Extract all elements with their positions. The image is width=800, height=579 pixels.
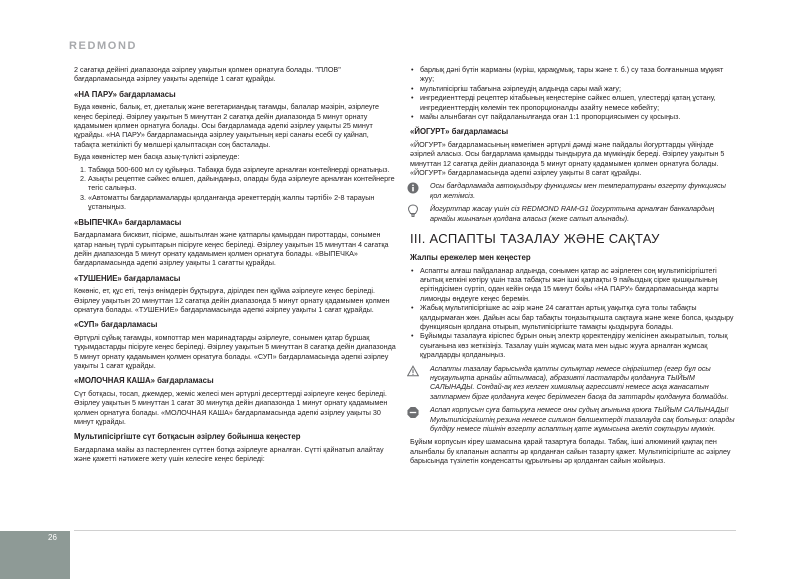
yogurt-text: «ЙОГУРТ» бағдарламасының көмегімен әртүрлі дәмді және пайдалы йогурттарды үйіңізде әзірлей аласыз. Осы бағдарлама қамырды тындыруға да мүмкіндік береді. Әзірлеу уақытын 5 минуттан 12 сағатқа дейін диапазонда 5 минут орнату қадамымен қолмен орнатуға болады. «ЙОГУРТ» бағдарламасында әдепкі әзірлеу уақыты 8 сағат құрайды.	[410, 139, 725, 178]
footer-divider	[74, 530, 736, 531]
info-note	[410, 181, 736, 200]
stop-icon	[407, 406, 419, 418]
vypechka-text: Бағдарламаға бисквит, пісірме, ашытылған және қатпарлы қамырдан пироттарды, сонымен қатар наның түрлі сурыптарын пісіруге кеңес беріледі. Әзірлеу уақытын 15 минуттан 4 сағатқа дейін диапазонда 5 минут орнату қадамымен қолмен орнатуға болады. «ВЫПЕЧКА» бағдарламасында әдепкі әзірлеу уақыты 1 сағатты құрайды.	[74, 230, 389, 268]
general-rules-heading: Жалпы ережелер мен кеңестер	[410, 253, 531, 263]
page-number-tab	[0, 531, 70, 579]
info-icon	[407, 182, 419, 194]
tip-note-text: Йогурттар жасау үшін сіз REDMOND RAM-G1 йогурттына арналған банкалардың арнайы жиынағын қолдана аласыз (жеке сатып алынады).	[430, 204, 715, 223]
left-column	[74, 65, 396, 467]
info-note-text: Осы бағдарламада автоқыздыру функциясы мен температураны өзгерту функциясы қол жетімсіз.	[430, 181, 726, 200]
tip-note	[410, 204, 736, 223]
list-item: • барлық дәні бүтін жарманы (күріш, қарақұмық, тары және т. б.) су таза болғанынша мұқият жуу;	[420, 65, 736, 84]
warning-note	[410, 364, 736, 402]
brand-logo: REDMOND	[69, 40, 138, 52]
stop-note-text: Аспап корпусын суға батыруға немесе оны судың ағынына қоюға ТЫЙЫМ САЛЫНАДЫ! Мультипісіргіштің резина немесе силикон бөлшектерді тазалауда сақ болыңыз: оларды бүлдіру немесе пішінін өзгерту аспаптың қате жұмысына әкеліп соқтыруы мүмкін.	[430, 405, 735, 433]
na-paru-steps-intro: Буда көкөністер мен басқа азық-түлікті әзірлеуде:	[74, 152, 240, 162]
cleaning-rules-list	[410, 266, 736, 360]
milk-porridge-tips-heading: Мультипісіргіште сүт ботқасын әзірлеу бойынша кеңестер	[74, 432, 301, 442]
page-number: 26	[48, 533, 57, 542]
cleaning-section-title: III. АСПАПТЫ ТАЗАЛАУ ЖӘНЕ САҚТАУ	[410, 231, 660, 247]
molochnaya-kasha-text: Сүт ботқасы, тосап, джемдер, жеміс желесі мен әртүрлі десерттерді әзірлеуге кеңес беріледі. Әзірлеу уақытын 5 минуттан 1 сағат 30 минутқа дейін диапазонда 1 минут орнату қадамымен қолмен орнатуға болады. «МОЛОЧНАЯ КАША» бағдарламасында әдепкі әзірлеу уақыты 30 минут құрайды.	[74, 388, 388, 426]
tushenie-heading: «ТУШЕНИЕ» бағдарламасы	[74, 273, 181, 283]
list-item: 2. Азықты рецептке сәйкес өлшеп, дайындаңыз, оларды буда әзірлеуге арналған контейнерге тегіс салыңыз.	[88, 174, 396, 193]
warning-icon	[407, 365, 419, 377]
list-item: • Жабық мультипісіргішке ас әзір және 24 сағаттан артық уақытқа суға толы табақты қалдырмаған жөн. Дайын асы бар табақты тоңазытқышта сақтауға және жеке болса, қыздыру функциясын қолдана отырып, мультипісіргіште тамақты қыздыруға болады.	[420, 303, 736, 331]
sup-heading: «СУП» бағдарламасы	[74, 320, 158, 330]
tushenie-text: Көкөніс, ет, құс еті, теңіз өнімдерін бұқтыруға, дірілдек пен құйма әзірлеуге кеңес беріледі. Әзірлеу уақытын 20 минуттан 12 сағатқа дейін диапазонда 5 минут орнату қадамымен қолмен орнатуға болады. «ТУШЕНИЕ» бағдарламасында әдепкі әзірлеу уақыты 1 сағат құрайды.	[74, 286, 390, 314]
stop-note	[410, 405, 736, 433]
list-item: 3. «Автоматты бағдарламаларды қолданғанда әрекеттердің жалпы тәртібі» 2-8 тарауын ұстаныңыз.	[88, 193, 396, 212]
list-item: • Аспапты алғаш пайдаланар алдында, сонымен қатар ас әзірлеген соң мультипісіргіштегі ағытық кепкіні көтіру үшін таза табақты жән ішкі қақпақты 9 пайыздық сірке қышқылының ерітіндісімен сүртіп, одан кейін онда 15 минут бойы «НА ПАРУ» бағдарламасында жарты лимонды өңдеуге кеңес беремін.	[420, 266, 736, 304]
molochnaya-kasha-heading: «МОЛОЧНАЯ КАША» бағдарламасы	[74, 376, 214, 386]
warning-note-text: Аспапты тазалау барысында қатты сулықтар немесе сіңіргіштер (егер бұл осы нұсқаулықта арнайы айтылмаса), абразивті пасталарды қолдануға ТЫЙЫМ САЛЫНАДЫ. Сондай-ақ кез келген химиялық агрессивті немесе асқа жанасатын заттармен бірге қолдануға кеңес берілмеген басқа да заттарды қолдануға болмайды.	[430, 363, 729, 401]
list-item: • майы алынбаған сүт пайдаланылғанда оған 1:1 пропорциясымен су қосыңыз.	[420, 112, 736, 121]
sup-text: Әртүрлі сұйық тағамды, компоттар мен маринадтарды әзірлеуге, сонымен қатар бұршақ тұқымдастарды пісіруге кеңес беріледі. Әзірлеу уақытын 5 минуттан 8 сағатқа дейін диапазонда 5 минут орнату қадамымен қолмен орнатуға болады. «СУП» бағдарламасында әдепкі әзірлеу уақыты 1 сағат құрайды.	[74, 332, 396, 370]
list-item: • ингредиенттерді рецептер кітабының кеңестеріне сәйкес өлшеп, үлестерді қатаң ұстану, ингредиенттердің көлемін тек пропорционалды азайту немесе көбейту;	[420, 93, 736, 112]
lightbulb-icon	[407, 205, 419, 217]
porridge-tips-list	[410, 65, 736, 121]
milk-porridge-tips-text: Бағдарлама майы аз пастерленген сүттен ботқа әзірлеуге арналған. Сүтті қайнатып алайтау және қажетті нәтижеге жету үшін келесіге кеңес беріледі:	[74, 444, 384, 464]
list-item: 1. Табаққа 500-600 мл су құйыңыз. Табаққа буда әзірлеуге арналған контейнерді орнатыңыз.	[88, 165, 396, 174]
intro-paragraph: 2 сағатқа дейінгі диапазонда әзірлеу уақытын қолмен орнатуға болады. "ПЛОВ" бағдарламасында әзірлеу уақыты әдепкіде 1 сағат құрайды.	[74, 65, 341, 84]
na-paru-steps	[74, 165, 396, 212]
na-paru-heading: «НА ПАРУ» бағдарламасы	[74, 89, 176, 99]
list-item: • мультипісіргіш табағына әзірлеудің алдында сары май жағу;	[420, 84, 736, 93]
yogurt-heading: «ЙОГУРТ» бағдарламасы	[410, 127, 509, 137]
list-item: • Бұйымды тазалауға кіріспес бұрын оның электр қоректендіру желісінен ажыратылып, толық суығанына көз жеткізіңіз. Тазалау үшін жұмсақ мата мен ыдыс жууға арналған жұмсақ құралдарды қолданыңыз.	[420, 331, 736, 359]
right-column	[410, 65, 736, 469]
na-paru-text: Буда көкөніс, балық, ет, диеталық және вегетариандық тағамды, балалар мәзірін, әзірлеуге кеңес беріледі. Әзірлеу уақытын 5 минуттан 2 сағатқа дейін диапазонда 5 минут орнату қадамымен қолмен орнатуға болады. Осы бағдарламада әдепкі әзірлеу уақыты 25 минут құрайды. «НА ПАРУ» бағдарламасында әзірлеу уақытының кері санағы есебі су қайнап, табақта жеткілікті бу мөлшері қалыптасқан соң басталады.	[74, 102, 379, 149]
vypechka-heading: «ВЫПЕЧКА» бағдарламасы	[74, 217, 182, 227]
closing-paragraph: Бұйым корпусын кіреу шамасына қарай тазартуға болады. Табақ, ішкі алюминий қақпақ пен алынбалы бу клапанын аспапты әр қолданған сайын тазарту қажет. Мультипісіргіште ас әзірлеу барысында түзілетін конденсатты құрылғыны әр қолданған сайын жойыңыз.	[410, 437, 731, 466]
